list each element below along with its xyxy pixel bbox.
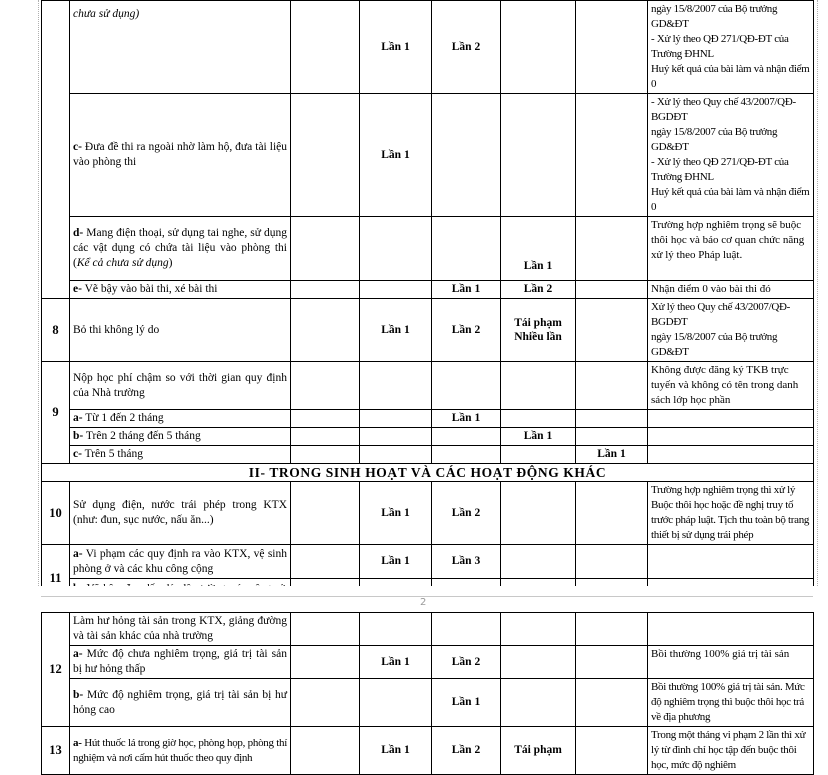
violation-description: a- Mức độ chưa nghiêm trọng, giá trị tài sản bị hư hỏng thấp [70,646,291,679]
penalty-cell [291,217,360,281]
section-heading: II- TRONG SINH HOẠT VÀ CÁC HOẠT ĐỘNG KHÁC [42,464,814,482]
violation-description: Sử dụng điện, nước trái phép trong KTX (như: đun, sục nước, nấu ăn...) [70,482,291,545]
penalty-cell: Lần 2 [432,482,501,545]
penalty-cell: Lần 3 [432,545,501,579]
note-cell: Bồi thường 100% giá trị tài sản [648,646,814,679]
penalty-cell [501,410,576,428]
penalty-cell: Lần 2 [501,281,576,299]
penalty-cell [432,446,501,464]
row-number: 13 [42,727,70,775]
table-row [42,299,814,362]
penalty-cell [291,410,360,428]
table-row [42,727,814,775]
note-cell: Bồi thường 100% giá trị tài sản. Mức độ nghiêm trọng thì buộc thôi học trả về địa phương [648,679,814,727]
note-cell: Không được đăng ký TKB trực tuyến và không có tên trong danh sách lớp học phần [648,362,814,410]
table-row [42,679,814,727]
note-cell [648,613,814,646]
penalty-cell [576,545,648,579]
penalty-cell: Lần 1 [576,446,648,464]
violation-description: a- Từ 1 đến 2 tháng [70,410,291,428]
table-row [42,646,814,679]
penalty-cell [576,613,648,646]
table-row [42,446,814,464]
table-row [42,362,814,410]
note-cell [648,410,814,428]
penalty-cell [291,362,360,410]
penalty-cell [291,679,360,727]
violation-description: a- Vi phạm các quy định ra vào KTX, vệ sinh phòng ở và các khu công cộng [70,545,291,579]
penalty-cell [576,679,648,727]
penalty-cell [360,446,432,464]
penalty-cell: Lần 1 [360,1,432,94]
penalty-cell: Lần 1 [501,217,576,281]
note-cell: Xử lý theo Quy chế 43/2007/QĐ-BGDĐT ngày 15/8/2007 của Bộ trưởng GD&ĐT [648,299,814,362]
penalty-cell: Lần 1 [360,94,432,217]
penalty-cell: Lần 1 [360,482,432,545]
violation-description: b- Trên 2 tháng đến 5 tháng [70,428,291,446]
penalty-cell [291,281,360,299]
penalty-cell [360,428,432,446]
page-marker: 2 [420,597,427,608]
penalty-cell [501,1,576,94]
penalty-cell: Lần 1 [501,428,576,446]
penalty-cell [291,727,360,775]
table-row [42,94,814,217]
section-row [42,464,814,482]
penalty-cell [360,362,432,410]
violation-description: d- Mang điện thoại, sử dụng tai nghe, sử dụng các vật dụng có chứa tài liệu vào phòng thi (Kể cả chưa sử dụng) [70,217,291,281]
penalty-cell: Lần 2 [432,727,501,775]
penalty-cell [360,281,432,299]
penalty-cell [576,94,648,217]
penalty-cell [360,679,432,727]
penalty-cell [360,613,432,646]
penalty-cell [501,613,576,646]
page-end-line [41,596,813,597]
violation-description: Làm hư hỏng tài sản trong KTX, giảng đường và tài sản khác của nhà trường [70,613,291,646]
note-cell [648,446,814,464]
row-number: 8 [42,299,70,362]
penalty-cell [291,545,360,579]
row-number-cell [42,1,70,299]
violation-description: b- Mức độ nghiêm trọng, giá trị tài sản bị hư hỏng cao [70,679,291,727]
penalty-cell [291,482,360,545]
penalty-cell [576,299,648,362]
penalty-cell [576,281,648,299]
penalty-cell [501,94,576,217]
penalty-cell [432,613,501,646]
note-cell: Nhận điểm 0 vào bài thi đó [648,281,814,299]
row-number: 9 [42,362,70,464]
penalty-cell: Lần 1 [432,281,501,299]
penalty-cell [432,362,501,410]
table-row [42,482,814,545]
penalty-cell [291,299,360,362]
discipline-table [41,0,814,775]
violation-description: c- Trên 5 tháng [70,446,291,464]
violation-description: a- Hút thuốc lá trong giờ học, phòng họp, phòng thí nghiệm và nơi cấm hút thuốc theo quy định [70,727,291,775]
document-page [41,0,813,771]
note-cell: - Xử lý theo Quy chế 43/2007/QĐ-BGDĐT ngày 15/8/2007 của Bộ trưởng GD&ĐT - Xử lý theo QĐ 271/QĐ-ĐT của Trường ĐHNL Huỷ kết quả của bài làm và nhận điểm 0 [648,94,814,217]
penalty-cell: Lần 2 [432,1,501,94]
row-number: 12 [42,613,70,727]
right-margin-guide [817,0,818,592]
table-row [42,428,814,446]
note-cell [648,545,814,579]
violation-description: chưa sử dụng) [70,1,291,94]
penalty-cell: Lần 1 [360,545,432,579]
penalty-cell [576,428,648,446]
violation-description: e- Vẽ bậy vào bài thi, xé bài thi [70,281,291,299]
penalty-cell [501,679,576,727]
penalty-cell: Lần 1 [360,727,432,775]
penalty-cell: Lần 1 [360,299,432,362]
note-cell: Trong một tháng vi phạm 2 lần thì xử lý từ đình chỉ học tập đến buộc thôi học, mức độ nghiêm [648,727,814,775]
penalty-cell [291,446,360,464]
table-row [42,1,814,94]
penalty-cell [501,446,576,464]
penalty-cell: Tái phạm [501,727,576,775]
penalty-cell [501,482,576,545]
penalty-cell: Lần 2 [432,646,501,679]
penalty-cell: Lần 1 [432,410,501,428]
table-row [42,613,814,646]
penalty-cell [576,482,648,545]
penalty-cell: Lần 1 [360,646,432,679]
penalty-cell [501,646,576,679]
penalty-cell [576,1,648,94]
penalty-cell [576,410,648,428]
table-row [42,545,814,579]
note-cell: Trường hợp nghiêm trọng thì xử lý Buộc thôi học hoặc đề nghị truy tố trước pháp luật. Tịch thu toàn bộ trang thiết bị sử dụng trái phép [648,482,814,545]
penalty-cell: Tái phạm Nhiều lần [501,299,576,362]
row-number: 11 [42,545,70,613]
penalty-cell: Lần 2 [432,299,501,362]
penalty-cell: Lần 1 [432,679,501,727]
penalty-cell [501,362,576,410]
penalty-cell [501,545,576,579]
penalty-cell [432,94,501,217]
penalty-cell [360,217,432,281]
row-number: 10 [42,482,70,545]
table-row [42,281,814,299]
violation-description: Bỏ thi không lý do [70,299,291,362]
penalty-cell [432,217,501,281]
penalty-cell [360,410,432,428]
note-cell: ngày 15/8/2007 của Bộ trưởng GD&ĐT - Xử lý theo QĐ 271/QĐ-ĐT của Trường ĐHNL Huỷ kết quả của bài làm và nhận điểm 0 [648,1,814,94]
violation-description: Nộp học phí chậm so với thời gian quy định của Nhà trường [70,362,291,410]
penalty-cell [291,613,360,646]
penalty-cell [291,428,360,446]
table-row [42,217,814,281]
penalty-cell [291,1,360,94]
note-cell [648,428,814,446]
penalty-cell [576,217,648,281]
penalty-cell [576,646,648,679]
penalty-cell [576,362,648,410]
left-margin-guide [38,0,39,592]
penalty-cell [291,94,360,217]
penalty-cell [576,727,648,775]
penalty-cell [291,646,360,679]
note-cell: Trường hợp nghiêm trọng sẽ buộc thôi học và báo cơ quan chức năng xử lý theo Pháp luật. [648,217,814,281]
violation-description: c- Đưa đề thi ra ngoài nhờ làm hộ, đưa tài liệu vào phòng thi [70,94,291,217]
page-bottom-margin [0,586,828,612]
table-row [42,410,814,428]
penalty-cell [432,428,501,446]
